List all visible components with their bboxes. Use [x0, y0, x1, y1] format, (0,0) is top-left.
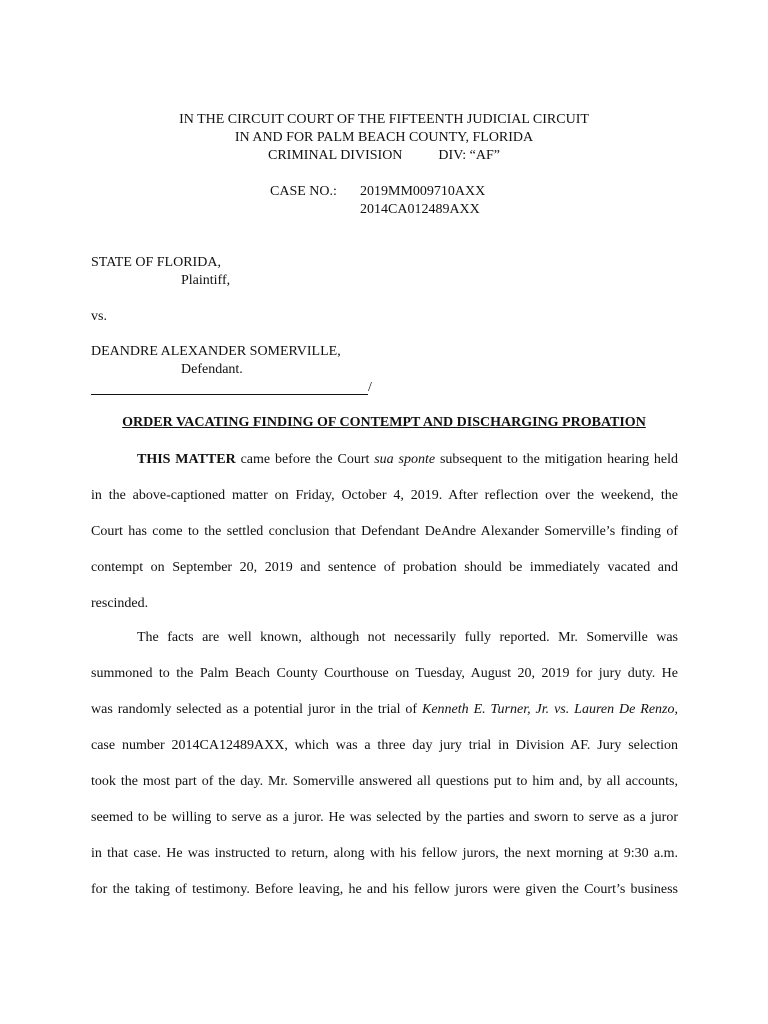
versus: vs. — [91, 309, 107, 324]
sua-sponte-italic: sua sponte — [374, 452, 436, 467]
paragraph-2-line-7: in that case. He was instructed to return, along with his fellow jurors, the next morning at 9:30 a.m. — [91, 846, 678, 861]
case-no-label: CASE NO.: — [270, 184, 337, 199]
plaintiff-name: STATE OF FLORIDA, — [91, 255, 221, 270]
paragraph-1-line-4: contempt on September 20, 2019 and sentence of probation should be immediately vacated and — [91, 560, 678, 575]
defendant-name: DEANDRE ALEXANDER SOMERVILLE, — [91, 344, 341, 359]
division-label: CRIMINAL DIVISION — [268, 148, 403, 163]
paragraph-1-line-2: in the above-captioned matter on Friday, October 4, 2019. After reflection over the weekend, the — [91, 488, 678, 503]
p2-text-b: , — [674, 702, 678, 717]
paragraph-2-line-4: case number 2014CA12489AXX, which was a three day jury trial in Division AF. Jury selection — [91, 738, 678, 753]
defendant-block — [91, 343, 341, 379]
caption-slash: / — [368, 380, 372, 395]
p1-text-a: came before the Court — [235, 452, 375, 467]
paragraph-2 — [91, 620, 678, 908]
case-number-2: 2014CA012489AXX — [360, 202, 480, 217]
county-line: IN AND FOR PALM BEACH COUNTY, FLORIDA — [234, 130, 534, 145]
order-title: ORDER VACATING FINDING OF CONTEMPT AND DISCHARGING PROBATION — [122, 415, 646, 430]
paragraph-2-line-3 — [91, 692, 678, 728]
paragraph-2-line-8: for the taking of testimony. Before leaving, he and his fellow jurors were given the Court’s business — [91, 882, 678, 897]
paragraph-2-line-1: The facts are well known, although not necessarily fully reported. Mr. Somerville was — [137, 630, 678, 645]
div-label: DIV: — [438, 148, 467, 163]
plaintiff-block — [91, 254, 230, 290]
caption-rule — [91, 380, 368, 395]
defendant-role: Defendant. — [181, 362, 243, 377]
paragraph-1 — [91, 442, 678, 622]
paragraph-2-line-5: took the most part of the day. Mr. Somerville answered all questions put to him and, by all accounts, — [91, 774, 678, 789]
plaintiff-role: Plaintiff, — [181, 273, 231, 288]
court-caption — [0, 111, 768, 165]
paragraph-2-line-2: summoned to the Palm Beach County Courthouse on Tuesday, August 20, 2019 for jury duty. He — [91, 666, 678, 681]
lead-bold-text: THIS MATTER — [137, 452, 236, 467]
div-value: “AF” — [469, 148, 500, 163]
division-line — [0, 147, 768, 165]
court-name-line: IN THE CIRCUIT COURT OF THE FIFTEENTH JUDICIAL CIRCUIT — [179, 112, 589, 127]
paragraph-2-line-6: seemed to be willing to serve as a juror. He was selected by the parties and sworn to serve as a juror — [91, 810, 678, 825]
paragraph-1-line-1 — [91, 442, 678, 478]
case-number-block — [270, 183, 485, 219]
p1-text-b: subsequent to the mitigation hearing held — [435, 452, 679, 467]
paragraph-1-line-5: rescinded. — [91, 596, 149, 611]
p2-text-a: was randomly selected as a potential juror in the trial of — [91, 702, 422, 717]
paragraph-1-line-3: Court has come to the settled conclusion that Defendant DeAndre Alexander Somerville’s finding of — [91, 524, 678, 539]
case-number-1: 2019MM009710AXX — [360, 184, 486, 199]
case-style-italic: Kenneth E. Turner, Jr. vs. Lauren De Renzo — [421, 702, 675, 717]
